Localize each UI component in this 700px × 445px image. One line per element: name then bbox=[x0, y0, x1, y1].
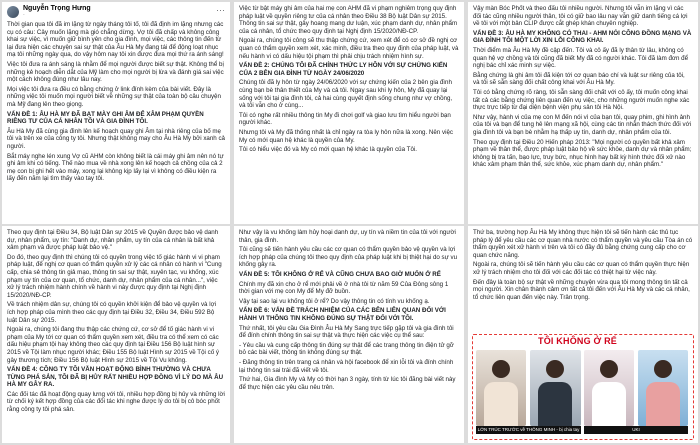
post-paragraph: VẤN ĐỀ 3: ÂU HÀ MY KHÔNG CÓ THAI - AHM NÓI CÔNG ĐỒNG MẠNG VÀ GIA ĐÌNH TÔI MỘT LỜI XIN LỖI CÔNG KHAI. bbox=[473, 29, 694, 45]
photo-caption: UKI bbox=[584, 426, 688, 434]
post-paragraph: Tôi cũng sẽ tiến hành yêu cầu các cơ quan có thẩm quyền bảo vệ quyền và lợi ích hợp pháp của chúng tôi theo quy định của pháp luật khi bị thiệt hại do sự vu khống gây ra. bbox=[239, 246, 459, 269]
post-paragraph: VẤN ĐỀ 1: ÂU HÀ MY ĐÃ BẠT MÀY GHI ÂM ĐỂ XÂM PHẠM QUYỀN RIÊNG TƯ CỦA CÁ NHÂN TÔI VÀ GIA ĐÌNH TÔI. bbox=[7, 110, 206, 126]
post-paragraph: Nhưng tôi và My đã thống nhất là chỉ ngày ra tòa ly hôn nữa là xong. Nên việc My có mới quan hệ khác là quyền của My. bbox=[239, 128, 455, 144]
person-body bbox=[592, 382, 626, 426]
post-paragraph: Do đó, theo quy định thì chúng tôi có quyền trong việc tố giác hành vi vi phạm pháp luật, để nghị cơ quan có thẩm quyền xử lý các cá nhân có hành vi "Cung cấp, chia sẻ thông tin giả mạo, thông tin sai sự thật, xuyên tạc, vu khống, xúc phạm uy tín của cơ quan, tổ chức, danh dự, nhân phẩm của cá nhân...", việc xử lý trách nhiệm hành chính về hành vi này được quy định tại Nghị định 15/2020/NĐ-CP. bbox=[7, 253, 224, 299]
person-body bbox=[646, 382, 680, 426]
post-paragraph: VẤN ĐỀ 6: VẤN ĐỀ TRÁCH NHIỆM CỦA CÁC BÊN LIÊN QUAN ĐỐI VỚI HÀNH VI THÔNG TIN KHÔNG ĐÚNG SỰ THẬT ĐỐI VỚI TÔI. bbox=[239, 307, 448, 322]
post-body bbox=[7, 21, 225, 183]
post-paragraph: Thời điểm mà Âu Hà My đề cập đến. Tôi và cô ấy đã ly thân từ lâu, không có quan hệ vợ chồng và tôi cũng đã biết My đã có người khác. Tôi đã làm đơn để nghị bác chỉ xác minh sự việc. bbox=[473, 46, 690, 70]
post-paragraph: Mọi việc tôi đưa ra đều có bằng chứng ở link đính kèm của bài viết. Đây là những việc tôi muốn mọi người biết về những sự thật của toàn bộ câu chuyện mà Mỹ đang lên theo giọng. bbox=[7, 85, 223, 108]
post-paragraph: Ngoài ra, chúng tôi sẽ tiến hành yêu cầu các cơ quan có thẩm quyền thực hiện xử lý trách nhiệm cho tôi đối với các đối tác có thiệt hại từ việc này. bbox=[473, 261, 692, 276]
post-paragraph: - Yêu cầu và cung cấp thông tin đúng sự thật để các trang thông tin điện tử gỡ bỏ các bài viết, thông tin không đúng sự thật. bbox=[239, 341, 456, 357]
post-body bbox=[473, 229, 693, 301]
post-panel-col3-top bbox=[468, 2, 698, 224]
post-panel-col1-bottom bbox=[2, 226, 230, 443]
post-paragraph: Theo quy định tại Điều 20 Hiến pháp 2013: "Mọi người có quyền bất khả xâm phạm về thân thể, được pháp luật bảo hộ về sức khỏe, danh dự và nhân phẩm; không bị tra tấn, bạo lực, truy bức, nhục hình hay bất kỳ hình thức đối xử nào khác xâm phạm thân thể, sức khỏe, xúc phạm danh dự, nhân phẩm." bbox=[473, 138, 694, 169]
person-head bbox=[492, 360, 510, 378]
post-paragraph: Ngoài ra, chúng tôi công sẽ thu thập chứng cứ, xem xét để có cơ sở đề nghị cơ quan có thẩm quyền xem xét, xác minh, điều tra theo quy định của pháp luật, và nếu hành vi có dấu hiệu tội phạm thì phải chịu trách nhiệm hình sự. bbox=[239, 37, 461, 60]
post-paragraph: Tôi có nghe rất nhiều thông tin My đi chơi golf và giao lưu tìm hiểu người bạn người khác. bbox=[239, 111, 453, 127]
post-paragraph: Thứ ba, trường hợp Âu Hà My không thực hiện tôi sẽ tiến hành các thủ tục pháp lý để yêu cầu các cơ quan nhà nước có thẩm quyền và yêu cầu Tòa án có thẩm quyền xét xử hành vi trên và tôi có đầy đủ bằng chứng cung cấp cho cơ quan chức năng. bbox=[473, 229, 694, 259]
image-title: TÔI KHÔNG Ở RỂ bbox=[538, 336, 617, 346]
post-paragraph: Chúng tôi đã ly hôn từ ngày 24/06/2020 với sự chứng kiến của 2 bên gia đình cùng bạn bè thân thiết của My và cả tôi. Ngay sau khi ly hôn, My đã quay lại sống với tôi tại gia đình tôi, cả hai cùng quyết định sống chung như vợ chồng, và tôi vẫn cho ở cùng... bbox=[239, 79, 454, 110]
post-paragraph: Các đối tác đã hoạt động quay lưng với tôi, nhiều hợp đồng bị hủy và những lời từ chối ký kết hợp đồng của các đối tác khi nghe được lý do tôi bị cô bóc phốt rằng công ty tôi phá sản. bbox=[7, 390, 227, 414]
photo-caption: LỚN TRÚC TRƯỚC về THÔNG MINH - bị chia tay bbox=[477, 427, 580, 432]
post-paragraph: Chính my đã xin cho ở rể mới phải về ở nhà tôi từ năm 59 Của Đông sông 1 thời gian với mẹ con My để My đỡ buồn. bbox=[239, 280, 451, 296]
post-paragraph: VẤN ĐỀ 5: TÔI KHÔNG Ở RỂ VÀ CŨNG CHƯA BAO GIỜ MUỐN Ở RỂ bbox=[239, 270, 441, 278]
more-icon[interactable]: ··· bbox=[216, 5, 225, 15]
person-body bbox=[484, 382, 518, 426]
post-body bbox=[473, 5, 693, 169]
post-paragraph: Theo quy định tại Điều 34, Bộ luật Dân sự 2015 về Quyền được bảo vệ danh dự, nhân phẩm, uy tín: "Danh dự, nhân phẩm, uy tín của cá nhân là bất khả xâm phạm và được pháp luật bảo vệ." bbox=[7, 229, 220, 252]
post-paragraph: Về trách nhiệm dân sự, chúng tôi có quyền khởi kiện để bảo vệ quyền và lợi ích hợp pháp của mình theo các quy định tại Điều 32, Điều 34, Điều 592 Bộ luật Dân sự 2015. bbox=[7, 301, 218, 324]
photo-card-left[interactable] bbox=[476, 350, 581, 434]
post-body bbox=[239, 5, 459, 154]
post-paragraph: Việc tôi đưa ra ánh sáng là nhằm để mọi người được biết sự thật. Không thể bị những kẻ hoạch diễn dắt của Mỹ làm cho mọi người bị lừa và đánh giá sai việc một cách không đúng như lâu nay. bbox=[7, 60, 226, 84]
post-paragraph: Như vậy, hành vi của mẹ con M đến nói vì của bạn tôi, quay phim, ghi hình ảnh của tôi và bạn để tung hê lên mạng xã hội, cùng các tin nhắn thách thức đối với gia đình tôi và bạn bè nhằm hạ thấp uy tín, danh dự, nhân phẩm của tôi. bbox=[473, 113, 693, 136]
post-header bbox=[7, 5, 225, 18]
post-paragraph: Thứ nhất, tôi yêu cầu Gia Đình Âu Hà My Sang trực tiếp gặp tôi và gia đình tôi để đính chính thông tin sai sự thật và thực hiện các việc cụ thể sau: bbox=[239, 324, 456, 340]
post-paragraph: Thời gian qua tôi đã im lặng từ ngày tháng tôi tố, tôi đã định im lặng nhưng các cụ có câu: Cây muốn lặng mà gió chẳng dừng. Vợ tôi đã chấp và không công khai sự việc, vì muốn giữ bình yên cho gia đình, mọi việc, các thông tin đến từ lại đưa hiện các chuyện sai sự thật của Âu Hà My đang tái để động loạt nhục mạ tôi những ngày qua, do vậy hôm nay tôi xin được đưa mọi thứ ra ánh sáng! bbox=[7, 21, 226, 59]
post-panel-col1-top bbox=[2, 2, 230, 224]
person-head bbox=[600, 360, 618, 378]
post-panel-col2-bottom bbox=[234, 226, 464, 443]
post-panel-col2-top bbox=[234, 2, 464, 224]
post-panel-col3-bottom bbox=[468, 226, 698, 443]
post-author[interactable]: Nguyễn Trọng Hưng bbox=[23, 5, 91, 12]
person-head bbox=[546, 360, 564, 378]
avatar[interactable] bbox=[7, 6, 19, 18]
post-body bbox=[239, 229, 459, 391]
post-body bbox=[7, 229, 225, 414]
post-paragraph: Đến đây là toàn bộ sự thật về những chuyện vừa qua tôi mong thông tin tất cả mọi người. Xin chân thành cảm ơn tất cả tôi đến với Âu Hà My và các cá nhân, tổ chức liên quan đến việc này. Trân trọng. bbox=[473, 278, 692, 301]
post-paragraph: VẤN ĐỀ 2: CHÚNG TÔI ĐÃ CHÍNH THỨC LY HÔN VỚI SỰ CHỨNG KIẾN CỦA 2 BÊN GIA ĐÌNH TỪ NGÀY 24/06/2020 bbox=[239, 62, 450, 77]
post-paragraph: Vậy màn Bóc Phốt và theo đấu tôi nhiều người. Nhưng tôi vẫn im lặng vì các đối tác cũng nhiều người thân, tôi có giữ bao lâu nay vẫn giữ danh tiếng cá lợi về tôi với một bản CLIP được cắt ghép khán chuyên nghiệp. bbox=[473, 5, 690, 28]
post-paragraph: Như vậy là vu khống làm hủy hoại danh dự, uy tín và niềm tin của tôi với người thân, gia đình. bbox=[239, 229, 458, 244]
post-paragraph: Tôi có hiểu việc đó và My có mới quan hệ khác là quyền của Tôi. bbox=[239, 146, 417, 154]
post-paragraph: Âu Hà My đã cùng gia đình lên kế hoạch quay ghi Âm tại nhà riêng của bố mẹ tôi và trên xe của công ty tôi. Nhưng thật không may cho Âu Hà My bởi xanh cả người. bbox=[7, 127, 227, 150]
post-paragraph: - Đăng thông tin trên trang cá nhân và hội facebook để xin lỗi tôi và đính chính lại thông tin sai trái đã viết về tôi. bbox=[239, 358, 456, 374]
post-paragraph: Tôi có bằng chứng rõ ràng, tôi sẵn sàng đối chất với cô ấy, tôi muốn công khai tất cả các bằng chứng liên quan đến vụ việc, cho những người muốn nghe xác thực trực tiếp từ đại diện bệnh viện phụ sản tôi Hà Nội. bbox=[473, 88, 692, 112]
post-paragraph: Bằng chứng là ghi âm tôi đã kiện tới cơ quan báo chí và luật sư riêng của tôi, và tôi sẽ sẵn sàng đối chất công khai với Âu Hà My. bbox=[473, 71, 687, 87]
post-paragraph: Ngoài ra, chúng tôi đang thu thập các chứng cứ, cơ sở để tố giác hành vi vi phạm của My tới cơ quan có thẩm quyền xem xét, điều tra có thể xem có các dấu hiệu phạm tội hay không theo các quy định tại Điều 156 Bộ luật hình sự 2015 về Tội làm nhục người khác; Điều 155 Bộ luật Hình sự 2015 về Tội cố ý gây thương tích; Điều 156 Bộ luật Hình sự 2015 về Tội Vu khống. bbox=[7, 326, 221, 364]
person-body bbox=[538, 382, 572, 426]
post-paragraph: Bắt máy nghe lén xung Vợ cũ AHM còn không biết là cái máy ghi âm nên nó tự ghi âm khi có tiếng. Thế nào mua về nhà xong lên kế hoạch cả chồng của cả 2 mẹ con bị ghi hết vào máy, xong lại không kịp lấy lại vì không có điều kiện ra lấy đến năm lại tìm thấy vào tay tôi. bbox=[7, 152, 226, 183]
post-paragraph: Thứ hai, Gia đình My và My có thời hạn 3 ngày, tính từ lúc tôi đăng bài viết này để thực hiện các yêu cầu nêu trên. bbox=[239, 376, 458, 391]
photo-card-right[interactable] bbox=[584, 350, 688, 434]
post-paragraph: Vậy tại sao lại vu khống tôi ở rể? Do vậy thông tin có tính vu khống ạ. bbox=[239, 297, 430, 305]
post-paragraph: VẤN ĐỀ 4: CÔNG TY TÔI VẪN HOẠT ĐỘNG BÌNH THƯỜNG VÀ CHƯA TỪNG PHÁ SẢN, TÔI ĐÃ BỊ HỦY RẤT NHIỀU HỢP ĐỒNG VÌ LÝ DO MÀ ÂU HÀ MY GÂY RA. bbox=[7, 366, 225, 389]
post-paragraph: Việc từ bật máy ghi âm của hai mẹ con AHM đã vi phạm nghiêm trọng quy định pháp luật về quyền riêng tư của cá nhân theo Điều 38 Bộ luật Dân sự 2015. Thông tin sai sự thật, gây hoang mang dư luận, xúc phạm danh dự, nhân phẩm của cá nhân, tổ chức theo quy định tại Nghị định 15/2020/NĐ-CP. bbox=[239, 5, 459, 35]
person-head bbox=[654, 360, 672, 378]
post-meta: · bbox=[23, 12, 25, 18]
